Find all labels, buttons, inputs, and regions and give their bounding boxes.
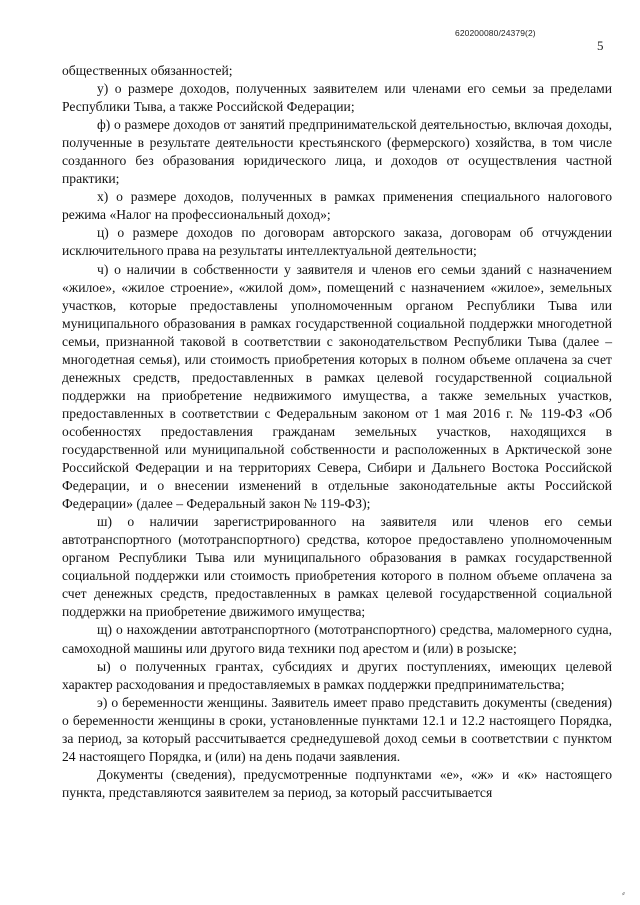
paragraph: х) о размере доходов, полученных в рамках применения специального налогового режима «Налог на профессиональный доход»; <box>62 189 612 223</box>
paragraph: ы) о полученных грантах, субсидиях и других поступлениях, имеющих целевой характер расходования и предоставляемых в рамках поддержки предпринимательства; <box>62 658 612 692</box>
document-body <box>62 62 612 802</box>
paragraph: Документы (сведения), предусмотренные подпунктами «е», «ж» и «к» настоящего пункта, представляются заявителем за период, за который рассчитывается <box>62 766 612 800</box>
paragraph: ф) о размере доходов от занятий предпринимательской деятельностью, включая доходы, полученные в результате деятельности крестьянского (фермерского) хозяйства, в том числе созданного без образования юридического лица, и доходов от осуществления частной практики; <box>62 117 612 187</box>
margin-mark: ⸗ <box>622 888 625 898</box>
paragraph: у) о размере доходов, полученных заявителем или членами его семьи за пределами Республики Тыва, а также Российской Федерации; <box>62 81 612 115</box>
paragraph: щ) о нахождении автотранспортного (мототранспортного) средства, маломерного судна, самоходной машины или другого вида техники под арестом и (или) в розыске; <box>62 622 612 656</box>
paragraph: общественных обязанностей; <box>62 63 233 78</box>
document-id: 620200080/24379(2) <box>455 28 536 38</box>
paragraph: э) о беременности женщины. Заявитель имеет право представить документы (сведения) о беременности женщины в сроки, установленные пунктами 12.1 и 12.2 настоящего Порядка, за период, за который рассчитывается среднедушевой доход семьи в соответствии с пунктом 24 настоящего Порядка, и (или) на день подачи заявления. <box>62 694 612 764</box>
paragraph: ц) о размере доходов по договорам авторского заказа, договорам об отчуждении исключительного права на результаты интеллектуальной деятельности; <box>62 225 612 259</box>
page-number: 5 <box>597 38 604 53</box>
paragraph: ш) о наличии зарегистрированного на заявителя или членов его семьи автотранспортного (мототранспортного) средства, которое предоставлено уполномоченным органом Республики Тыва или муниципального образования в рамках государственной социальной поддержки или стоимость приобретения которого в полном объеме оплачена за счет денежных средств, предоставленных в рамках целевой государственной социальной поддержки на приобретение движимого имущества; <box>62 514 612 620</box>
paragraph: ч) о наличии в собственности у заявителя и членов его семьи зданий с назначением «жилое», «жилое строение», «жилой дом», помещений с назначением «жилое», земельных участков, которые предоставлены уполномоченным органом Республики Тыва или муниципального образования в рамках государственной социальной поддержки многодетной семьи, признанной таковой в соответствии с законодательством Республики Тыва (далее – многодетная семья), или стоимость приобретения которых в полном объеме оплачена за счет денежных средств, предоставленных в рамках целевой государственной социальной поддержки на приобретение недвижимого имущества, а также земельных участков, предоставленных в соответствии с Федеральным законом от 1 мая 2016 г. № 119-ФЗ «Об особенностях предоставления гражданам земельных участков, находящихся в государственной или муниципальной собственности и расположенных в Арктической зоне Российской Федерации и на территориях Севера, Сибири и Дальнего Востока Российской Федерации, и о внесении изменений в отдельные законодательные акты Российской Федерации» (далее – Федеральный закон № 119-ФЗ); <box>62 261 612 512</box>
